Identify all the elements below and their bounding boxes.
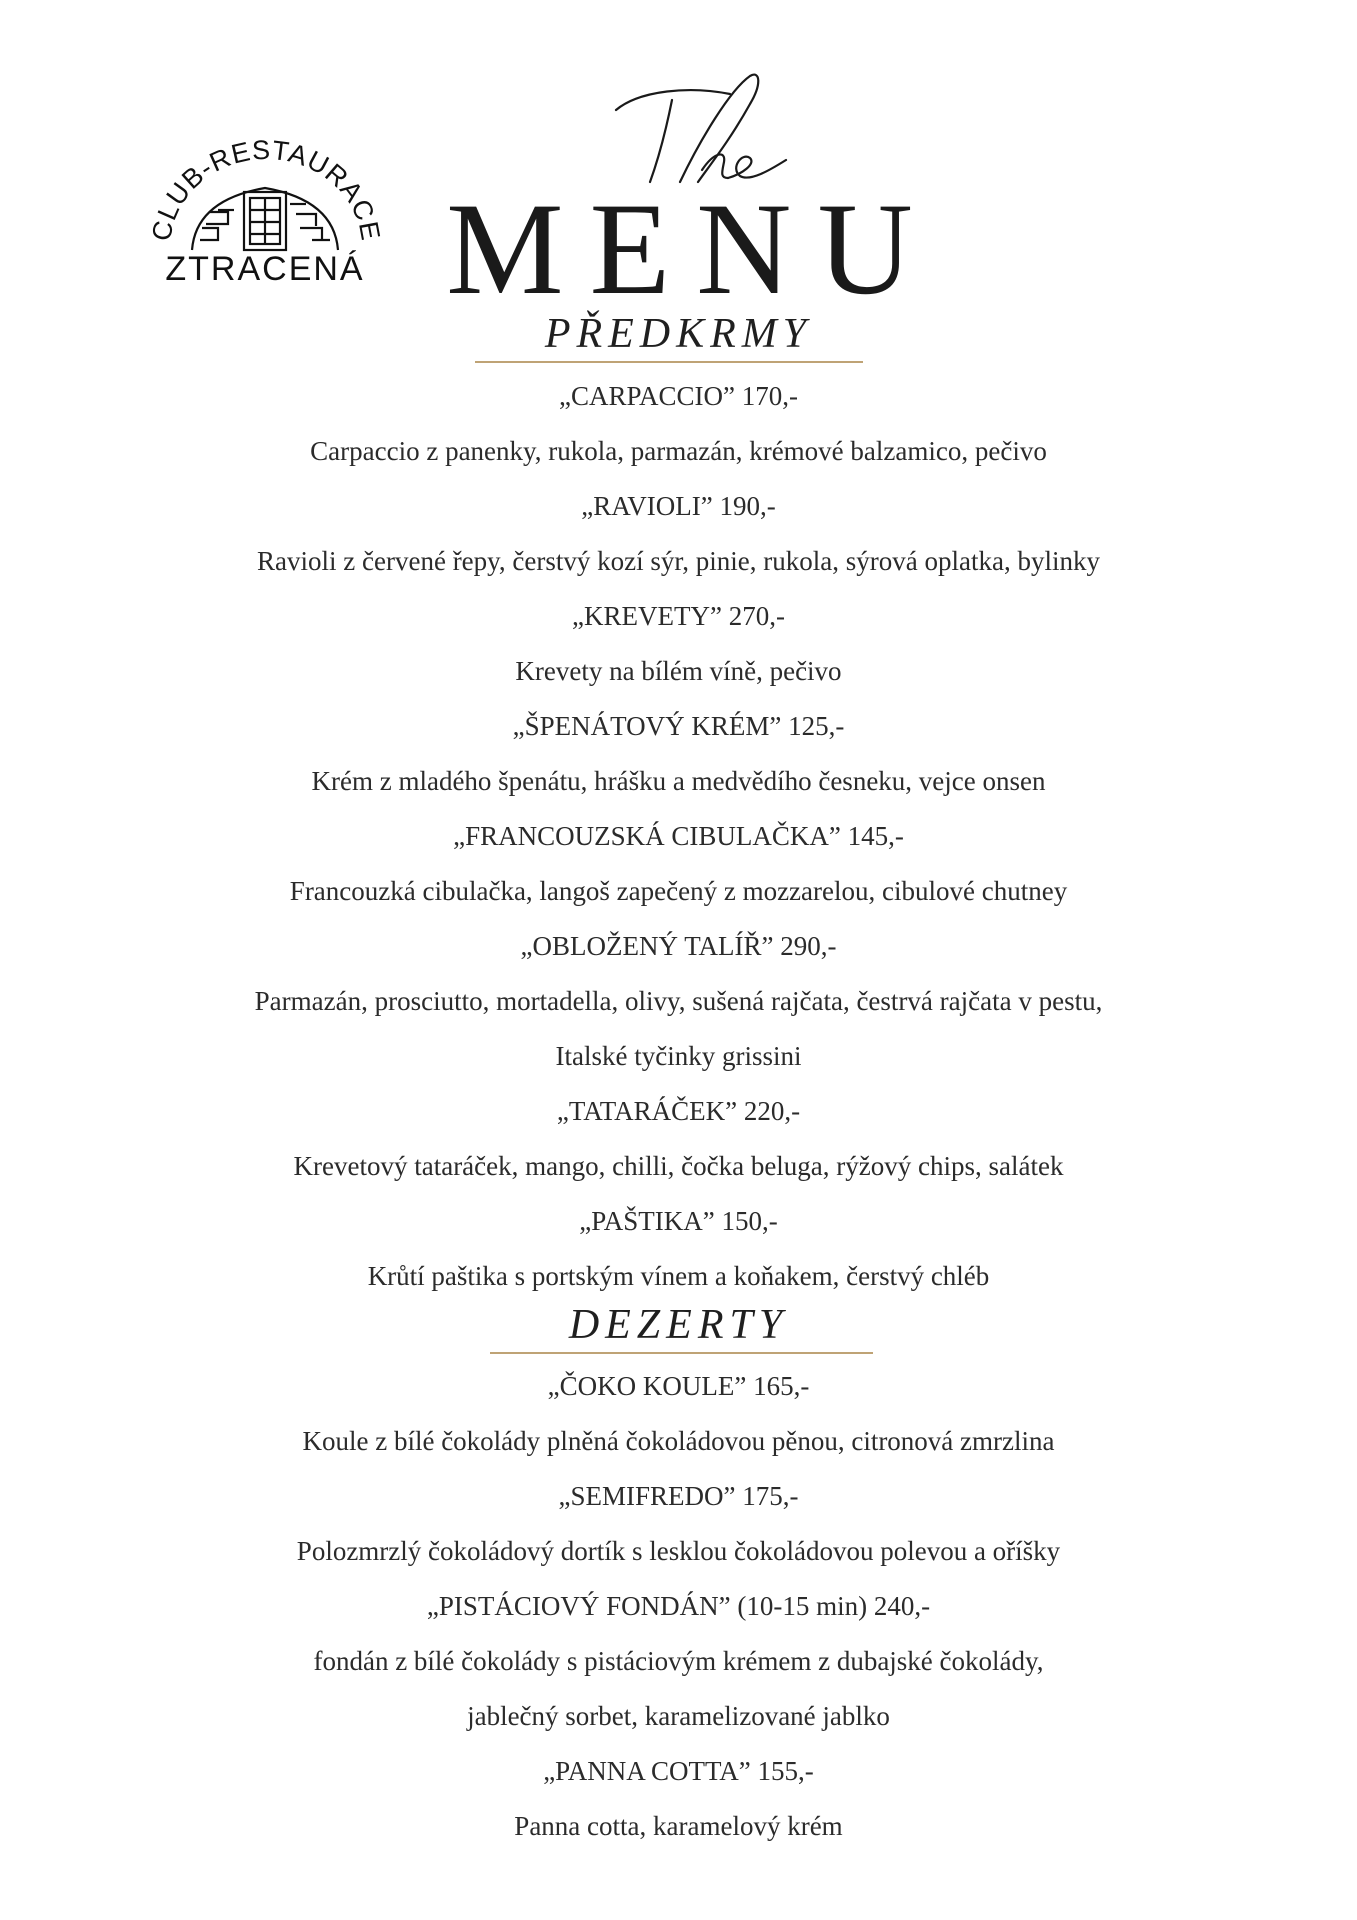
menu-item-description: Panna cotta, karamelový krém xyxy=(514,1811,843,1841)
page-title: MENU xyxy=(446,175,939,322)
menu-item-title: „ŠPENÁTOVÝ KRÉM” 125,- xyxy=(512,711,845,741)
menu-item-description: Koule z bílé čokolády plněná čokoládovou pěnou, citronová zmrzlina xyxy=(302,1426,1055,1456)
menu-item-description: Krůtí paštika s portským vínem a koňakem, čerstvý chléb xyxy=(367,1261,990,1291)
script-title-text: The xyxy=(610,170,612,171)
section-list-predkrmy xyxy=(0,369,1357,1304)
menu-item-description: Francouzká cibulačka, langoš zapečený z mozzarelou, cibulové chutney xyxy=(289,876,1068,906)
menu-item-title: „RAVIOLI” 190,- xyxy=(581,491,776,521)
menu-item-title: „FRANCOUZSKÁ CIBULAČKA” 145,- xyxy=(453,821,904,851)
menu-item-title: „PAŠTIKA” 150,- xyxy=(579,1206,778,1236)
menu-item-description: Krevetový tataráček, mango, chilli, čočka beluga, rýžový chips, salátek xyxy=(293,1151,1064,1181)
menu-item-description: Italské tyčinky grissini xyxy=(555,1041,802,1071)
menu-item-title: „KREVETY” 270,- xyxy=(572,601,785,631)
menu-item-description: fondán z bílé čokolády s pistáciovým krémem z dubajské čokolády, xyxy=(313,1646,1044,1676)
menu-item-description: Carpaccio z panenky, rukola, parmazán, krémové balzamico, pečivo xyxy=(310,436,1047,466)
menu-item-description: jablečný sorbet, karamelizované jablko xyxy=(467,1701,890,1731)
menu-item-description: Polozmrzlý čokoládový dortík s lesklou čokoládovou polevou a oříšky xyxy=(296,1536,1061,1566)
section-divider xyxy=(475,361,863,363)
menu-item-description: Krevety na bílém víně, pečivo xyxy=(515,656,842,686)
menu-item-description: Parmazán, prosciutto, mortadella, olivy, sušená rajčata, čestrvá rajčata v pestu, xyxy=(254,986,1103,1016)
section-heading-predkrmy: PŘEDKRMY xyxy=(544,311,813,357)
menu-item-title: „ČOKO KOULE” 165,- xyxy=(547,1371,810,1401)
section-divider xyxy=(490,1352,873,1354)
menu-item-description: Ravioli z červené řepy, čerstvý kozí sýr, pinie, rukola, sýrová oplatka, bylinky xyxy=(257,546,1100,576)
section-heading-dezerty: DEZERTY xyxy=(568,1302,789,1348)
menu-item-title: „SEMIFREDO” 175,- xyxy=(558,1481,799,1511)
section-list-dezerty xyxy=(0,1359,1357,1854)
menu-item-title: „TATARÁČEK” 220,- xyxy=(556,1096,801,1126)
menu-item-title: „OBLOŽENÝ TALÍŘ” 290,- xyxy=(520,931,837,961)
menu-item-description: Krém z mladého špenátu, hrášku a medvědího česneku, vejce onsen xyxy=(311,766,1046,796)
logo-name: ZTRACENÁ xyxy=(165,250,365,288)
menu-item-title: „PISTÁCIOVÝ FONDÁN” (10-15 min) 240,- xyxy=(426,1591,931,1621)
logo-arc-text: CLUB-RESTAURACE xyxy=(146,140,386,244)
menu-item-title: „PANNA COTTA” 155,- xyxy=(543,1756,814,1786)
menu-item-title: „CARPACCIO” 170,- xyxy=(558,381,799,411)
